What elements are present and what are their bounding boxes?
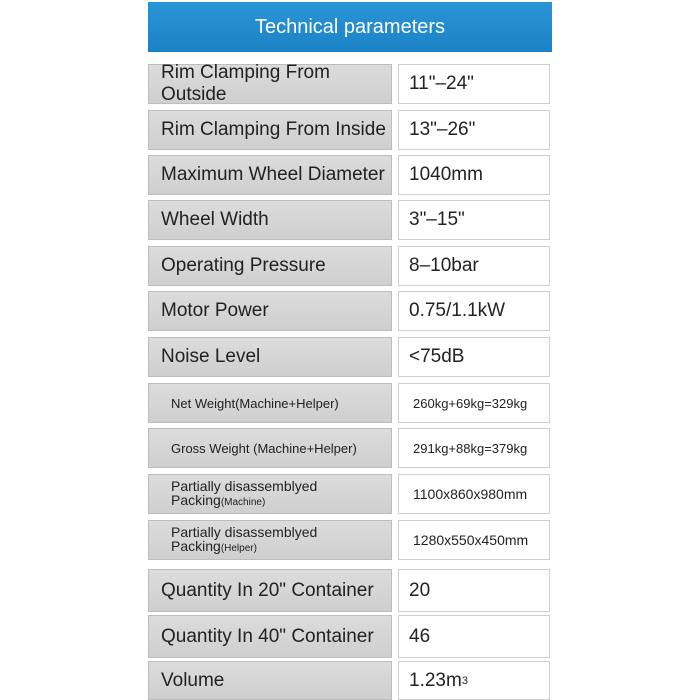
row-value: 1280x550x450mm [398, 520, 550, 560]
table-row [148, 200, 552, 240]
row-label-sub: (Machine) [220, 496, 266, 508]
row-value: <75dB [398, 337, 550, 377]
table-row [148, 520, 552, 560]
row-value: 13"–26" [398, 110, 550, 150]
table-row [148, 474, 552, 514]
table-row [148, 110, 552, 150]
row-value: 11"–24" [398, 64, 550, 104]
table-title: Technical parameters [148, 2, 552, 52]
row-value: 20 [398, 569, 550, 612]
row-label-line2: Packing(Helper) [171, 537, 257, 554]
row-label [148, 474, 392, 514]
row-label: Net Weight(Machine+Helper) [148, 383, 392, 423]
row-label-line1: Partially disassemblyed [171, 477, 318, 494]
row-value: 46 [398, 615, 550, 658]
table-row [148, 64, 552, 104]
row-value: 1.23m 3 [398, 661, 550, 700]
row-value: 260kg+69kg=329kg [398, 383, 550, 423]
row-label: Quantity In 40" Container [148, 615, 392, 658]
row-label: Volume [148, 661, 392, 700]
table-row [148, 155, 552, 195]
row-value: 3"–15" [398, 200, 550, 240]
row-label: Rim Clamping From Outside [148, 64, 392, 104]
row-label: Noise Level [148, 337, 392, 377]
table-row [148, 337, 552, 377]
row-label-sub: (Helper) [220, 542, 257, 554]
table-row [148, 246, 552, 286]
row-label-line1: Partially disassemblyed [171, 523, 318, 540]
table-row [148, 291, 552, 331]
row-label: Rim Clamping From Inside [148, 110, 392, 150]
row-label: Gross Weight (Machine+Helper) [148, 428, 392, 468]
row-value-superscript: 3 [461, 674, 468, 687]
row-value: 291kg+88kg=379kg [398, 428, 550, 468]
technical-parameters-table [148, 0, 552, 700]
table-row [148, 661, 552, 700]
row-label: Wheel Width [148, 200, 392, 240]
row-label: Motor Power [148, 291, 392, 331]
row-label: Operating Pressure [148, 246, 392, 286]
row-label-line2: Packing(Machine) [171, 491, 266, 508]
row-value: 0.75/1.1kW [398, 291, 550, 331]
table-row [148, 383, 552, 423]
row-value: 1100x860x980mm [398, 474, 550, 514]
table-row [148, 428, 552, 468]
row-label: Maximum Wheel Diameter [148, 155, 392, 195]
table-row [148, 569, 552, 612]
row-value: 8–10bar [398, 246, 550, 286]
row-label: Quantity In 20" Container [148, 569, 392, 612]
table-row [148, 615, 552, 658]
row-value: 1040mm [398, 155, 550, 195]
row-label [148, 520, 392, 560]
